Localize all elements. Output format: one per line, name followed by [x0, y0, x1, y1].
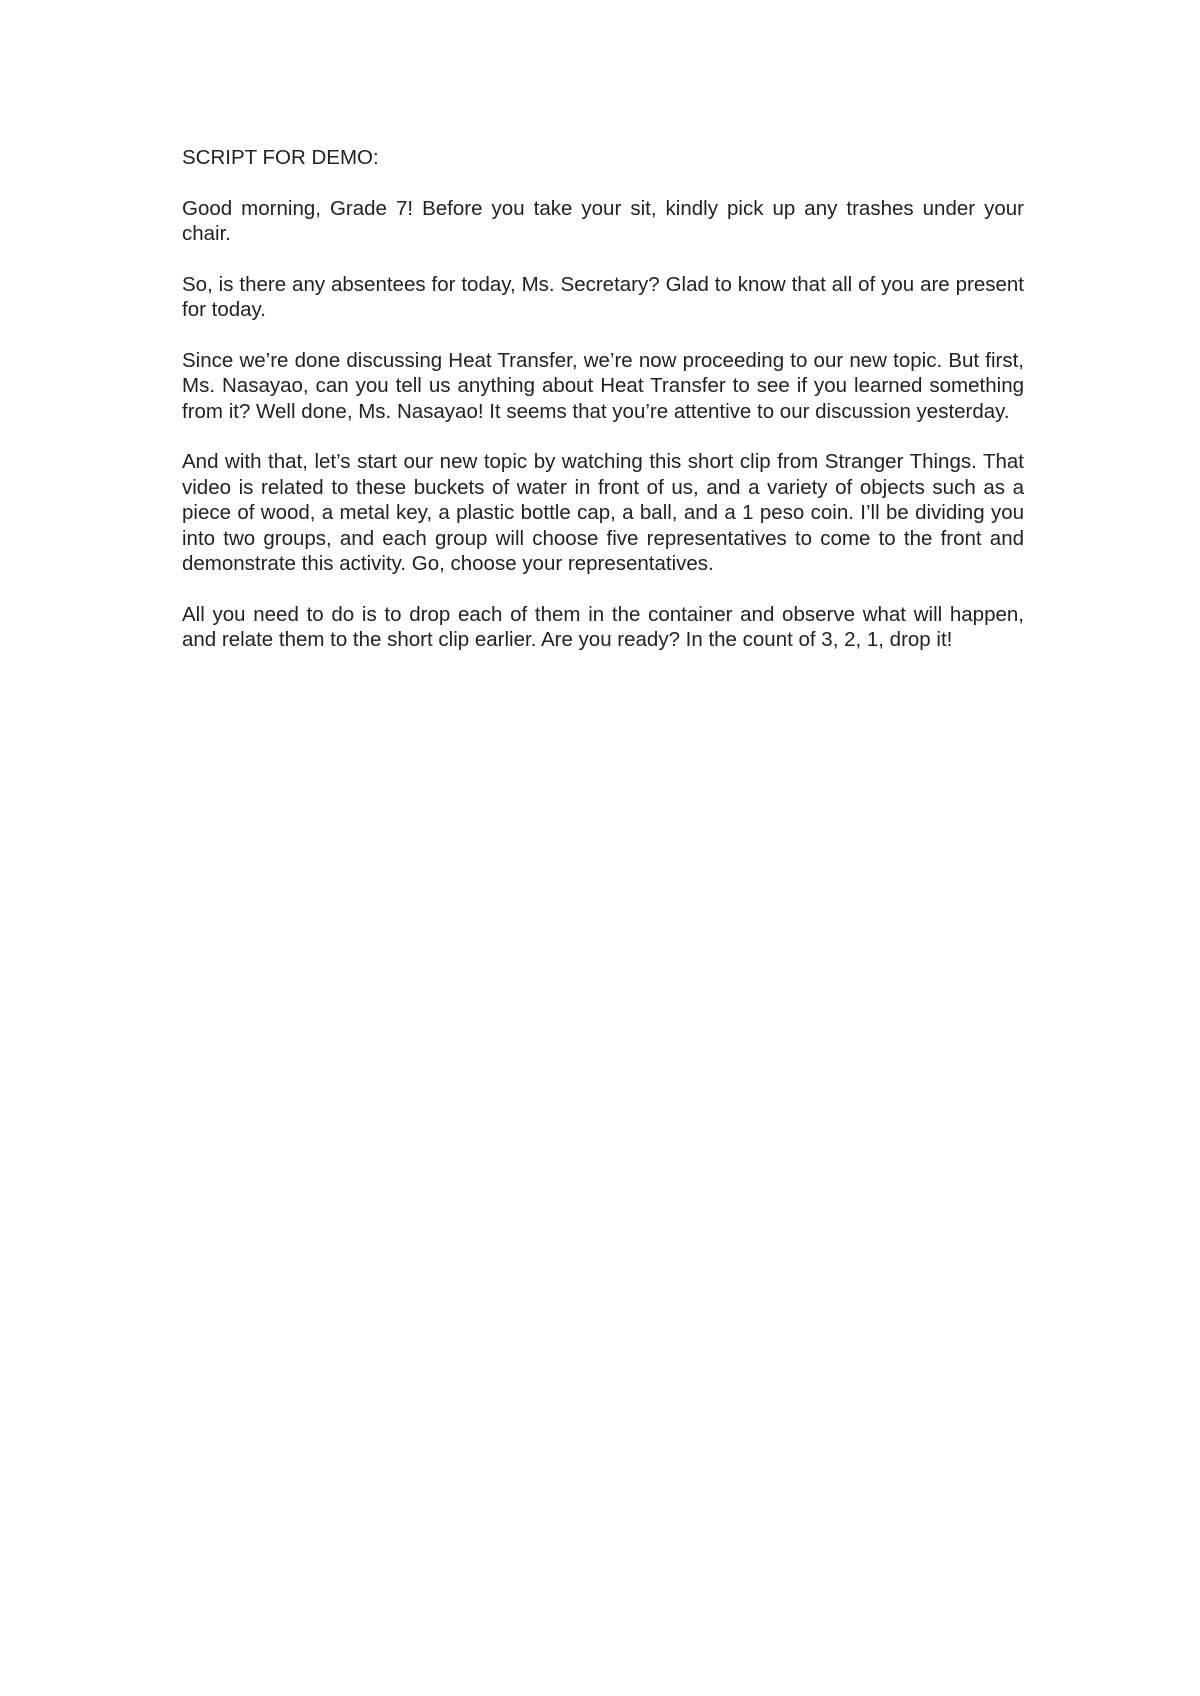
- paragraph-attendance: So, is there any absentees for today, Ms. Secretary? Glad to know that all of you are present for today.: [182, 272, 1024, 321]
- paragraph-activity-instructions: All you need to do is to drop each of them in the container and observe what will happen, and relate them to the short clip earlier. Are you ready? In the count of 3, 2, 1, drop it!: [182, 602, 1024, 651]
- paragraph-activity-intro: And with that, let’s start our new topic by watching this short clip from Stranger Things. That video is related to these buckets of water in front of us, and a variety of objects such as a piece of wood, a metal key, a plastic bottle cap, a ball, and a 1 peso coin. I’ll be dividing you into two groups, and each group will choose five representatives to come to the front and demonstrate this activity. Go, choose your representatives.: [182, 450, 1024, 575]
- paragraph-review: Since we’re done discussing Heat Transfer, we’re now proceeding to our new topic. But first, Ms. Nasayao, can you tell us anything about Heat Transfer to see if you learned something from it? Well done, Ms. Nasayao! It seems that you’re attentive to our discussion yesterday.: [182, 348, 1024, 423]
- document-body: [182, 145, 1024, 678]
- paragraph-greeting: Good morning, Grade 7! Before you take your sit, kindly pick up any trashes under your chair.: [182, 196, 1024, 245]
- document-title: SCRIPT FOR DEMO:: [182, 146, 379, 169]
